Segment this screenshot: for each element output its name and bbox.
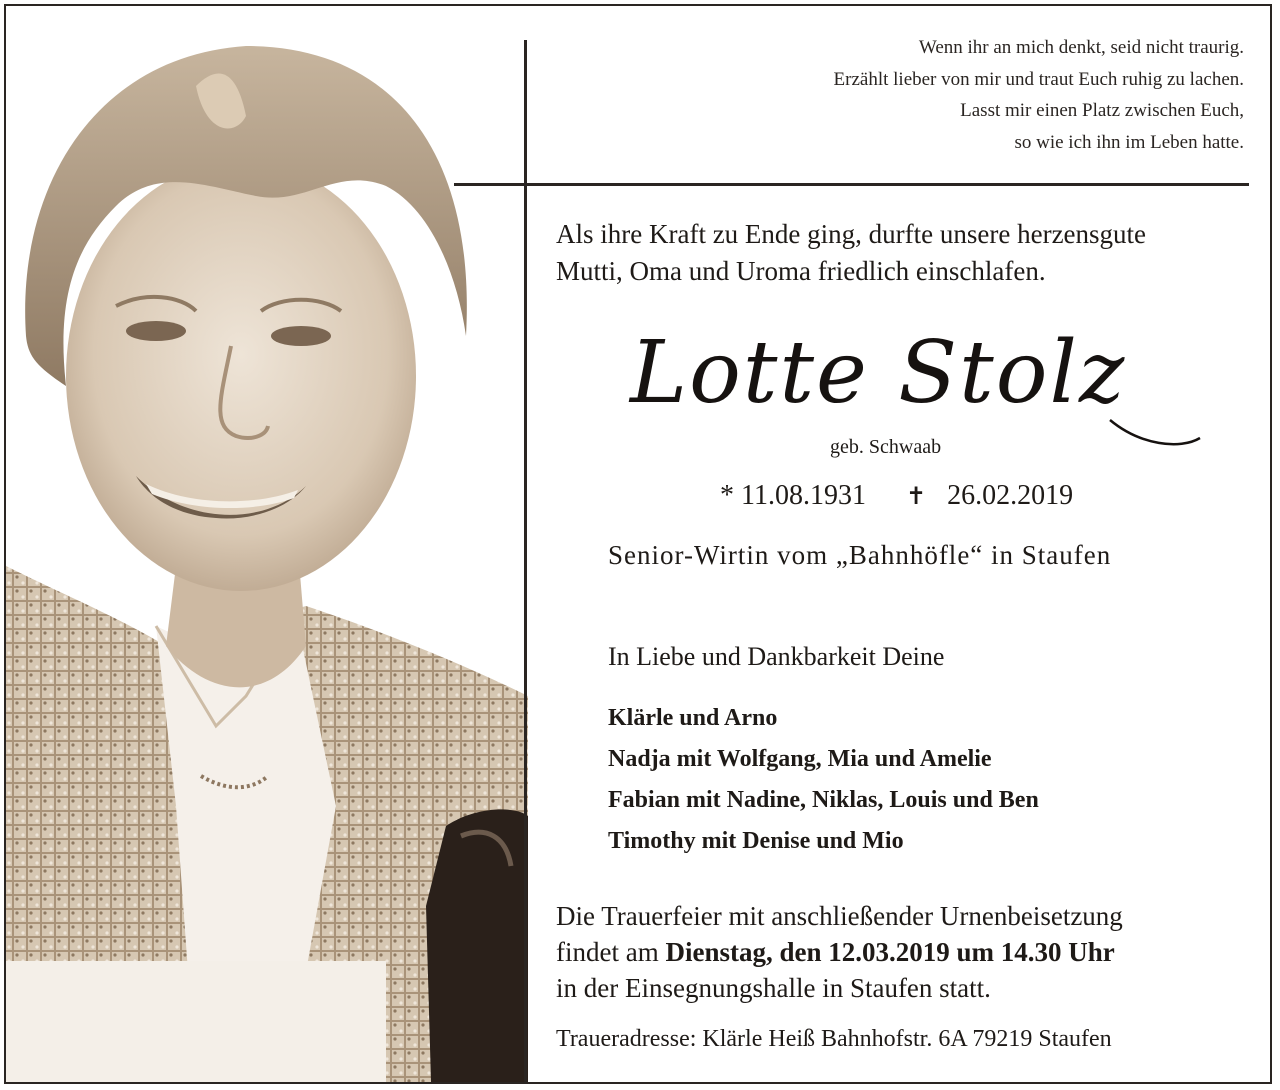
intro-text — [556, 216, 1256, 290]
poem-line: Wenn ihr an mich denkt, seid nicht traurig. — [918, 37, 1244, 58]
memorial-poem — [584, 32, 1244, 158]
birth-symbol: * — [720, 480, 734, 511]
mourning-address: Traueradresse: Klärle Heiß Bahnhofstr. 6A 79219 Staufen — [556, 1026, 1112, 1052]
intro-line: Als ihre Kraft zu Ende ging, durfte unsere herzensgute — [556, 219, 1147, 249]
poem-line: Lasst mir einen Platz zwischen Euch, — [960, 100, 1244, 121]
family-member: Timothy mit Denise und Mio — [608, 828, 904, 854]
poem-line: Erzählt lieber von mir und traut Euch ruhig zu lachen. — [833, 68, 1244, 90]
intro-line: Mutti, Oma und Uroma friedlich einschlafen. — [556, 256, 1046, 286]
cross-vertical-line — [524, 40, 527, 1082]
ceremony-line-1: Die Trauerfeier mit anschließender Urnenbeisetzung — [556, 901, 1123, 931]
ceremony-date-time: Dienstag, den 12.03.2019 um 14.30 Uhr — [665, 937, 1115, 967]
family-intro: In Liebe und Dankbarkeit Deine — [608, 642, 945, 671]
ceremony-line-2-prefix: findet am — [556, 937, 666, 967]
poem-line: so wie ich ihn im Leben hatte. — [1014, 131, 1244, 153]
deceased-role: Senior-Wirtin vom „Bahnhöfle“ in Staufen — [608, 540, 1112, 570]
ceremony-line-2 — [556, 934, 1123, 970]
family-member: Fabian mit Nadine, Niklas, Louis und Ben — [608, 787, 1039, 813]
ceremony-line-3: in der Einsegnungshalle in Staufen statt. — [556, 973, 991, 1003]
maiden-name: geb. Schwaab — [830, 436, 942, 458]
family-members — [608, 698, 1039, 862]
cross-horizontal-line — [454, 183, 1249, 186]
birth-date: 11.08.1931 — [741, 480, 866, 511]
life-dates — [720, 480, 1073, 512]
family-member: Nadja mit Wolfgang, Mia und Amelie — [608, 746, 992, 772]
portrait-photo — [6, 6, 528, 1082]
death-date: 26.02.2019 — [947, 480, 1074, 511]
death-cross-icon: ✝ — [905, 484, 927, 510]
deceased-name: Lotte Stolz — [630, 323, 1127, 423]
family-member: Klärle und Arno — [608, 705, 778, 731]
name-flourish — [1100, 360, 1210, 450]
ceremony-info — [556, 898, 1123, 1006]
